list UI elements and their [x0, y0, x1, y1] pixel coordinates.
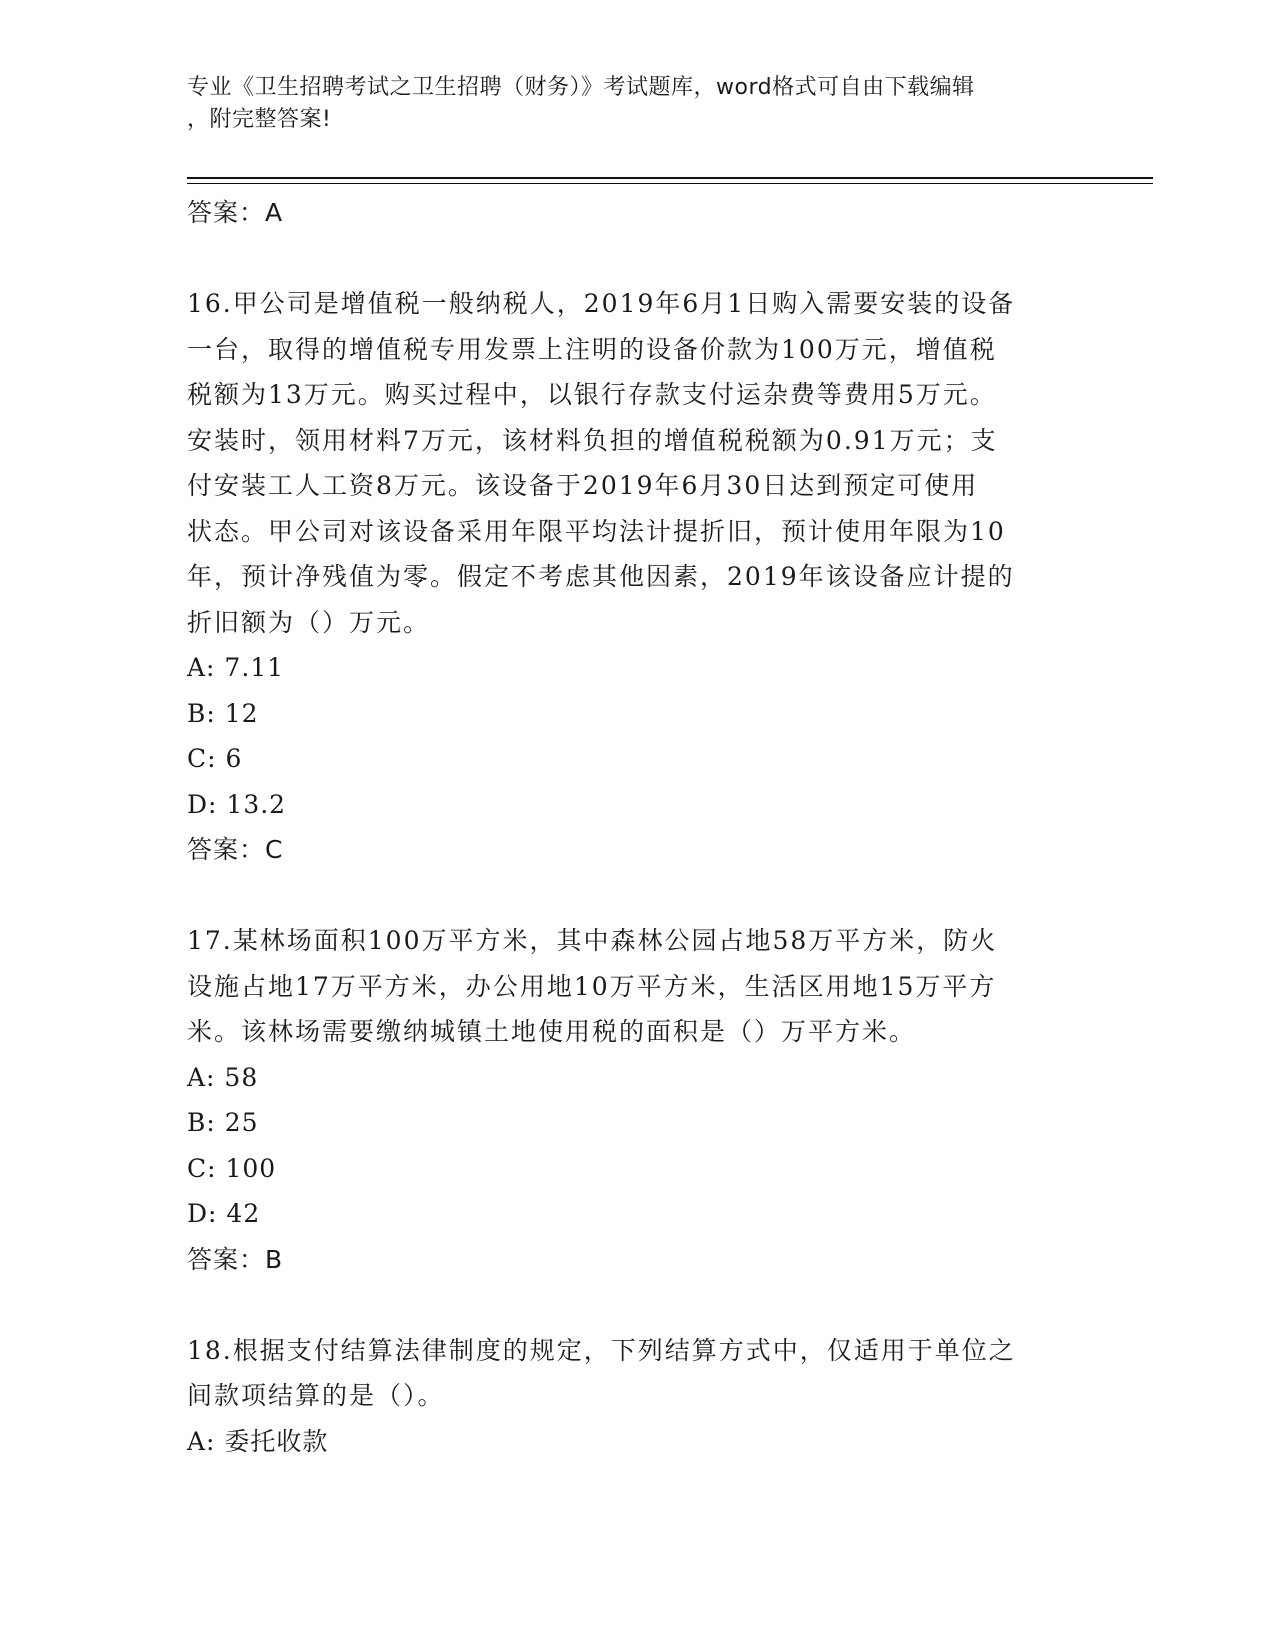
question-list [187, 190, 1087, 1464]
option-d: D: 13.2 [187, 789, 287, 819]
question-16 [187, 281, 1087, 872]
header-line-2: ，附完整答案! [187, 107, 332, 132]
question-body: 甲公司是增值税一般纳税人，2019年6月1日购入需要安装的设备 一台，取得的增值税专用发票上注明的设备价款为100万元，增值税 税额为13万元。购买过程中，以银行存款支付运杂费等费用5万元。 安装时，领用材料7万元，该材料负担的增值税税额为0.91万元；支 付安装工人工资8万元。该设备于2019年6月30日达到预定可使用 状态。甲公司对该设备采用年限平均法计提折旧，预计使用年限为10 年，预计净残值为零。假定不考虑其他因素，2019年该设备应计提的 折旧额为（）万元。 [187, 289, 1016, 637]
question-number: 17. [187, 926, 233, 955]
question-body: 根据支付结算法律制度的规定，下列结算方式中，仅适用于单位之 间款项结算的是（）。 [187, 1335, 1016, 1410]
question-number: 16. [187, 289, 233, 318]
option-c: C: 6 [187, 744, 243, 773]
option-a: A: 委托收款 [187, 1426, 329, 1456]
answer-label: 答案：C [187, 835, 284, 864]
question-text [187, 918, 1087, 1055]
header-line-1: 专业《卫生招聘考试之卫生招聘（财务）》考试题库，word格式可自由下载编辑 [187, 75, 975, 100]
option-b: B: 25 [187, 1108, 259, 1137]
option-b: B: 12 [187, 698, 259, 728]
question-body: 某林场面积100万平方米，其中森林公园占地58万平方米，防火 设施占地17万平方米，办公用地10万平方米，生活区用地15万平方 米。该林场需要缴纳城镇土地使用税的面积是（）万平方米。 [187, 926, 998, 1046]
question-17 [187, 918, 1087, 1282]
answer-label: 答案：A [187, 198, 284, 227]
answer-label: 答案：B [187, 1244, 284, 1274]
option-c: C: 100 [187, 1153, 277, 1183]
question-text [187, 281, 1087, 645]
option-a: A: 58 [187, 1062, 259, 1092]
page-header [187, 72, 1067, 136]
question-number: 18. [187, 1335, 233, 1365]
option-d: D: 42 [187, 1199, 261, 1228]
header-rule-thin [187, 183, 1153, 184]
option-a: A: 7.11 [187, 653, 285, 682]
question-text [187, 1328, 1087, 1419]
header-rule-thick [187, 177, 1153, 179]
question-18 [187, 1328, 1087, 1465]
